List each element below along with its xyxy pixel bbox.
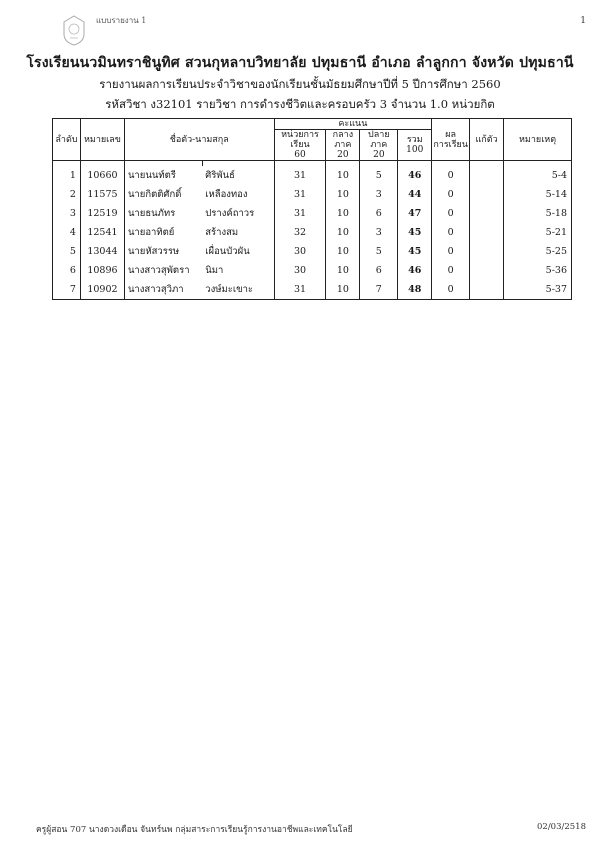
row-total: 44 — [398, 185, 432, 204]
header-score-group: คะแนน — [274, 119, 432, 130]
header-total-label: รวม — [406, 135, 423, 145]
row-no: 2 — [53, 185, 81, 204]
row-id: 10902 — [80, 280, 124, 300]
header-total — [398, 130, 432, 161]
row-no: 7 — [53, 280, 81, 300]
row-no: 6 — [53, 261, 81, 280]
table-row — [53, 223, 572, 242]
row-total: 45 — [398, 242, 432, 261]
row-first-name: นายอาทิตย์ — [124, 223, 202, 242]
row-unit: 31 — [274, 204, 326, 223]
row-last-name: นิมา — [202, 261, 274, 280]
table-row — [53, 242, 572, 261]
header-mid-max: 20 — [337, 150, 349, 160]
row-mid: 10 — [326, 280, 360, 300]
row-id: 10660 — [80, 166, 124, 185]
row-total: 45 — [398, 223, 432, 242]
row-unit: 30 — [274, 261, 326, 280]
row-fix — [470, 166, 504, 185]
row-id: 12519 — [80, 204, 124, 223]
row-unit: 31 — [274, 166, 326, 185]
row-final: 5 — [360, 166, 398, 185]
row-remark: 5-36 — [504, 261, 572, 280]
row-first-name: นายนนท์ตรี — [124, 166, 202, 185]
row-fix — [470, 223, 504, 242]
row-unit: 31 — [274, 185, 326, 204]
row-remark: 5-21 — [504, 223, 572, 242]
header-unit — [274, 130, 326, 161]
row-first-name: นางสาวสุวิภา — [124, 280, 202, 300]
row-mid: 10 — [326, 261, 360, 280]
teacher-footer: ครูผู้สอน 707 นางดวงเดือน จันทร์นพ กลุ่มสาระการเรียนรู้การงานอาชีพและเทคโนโลยี — [36, 825, 353, 835]
row-first-name: นายธนภัทร — [124, 204, 202, 223]
row-fix — [470, 204, 504, 223]
row-mid: 10 — [326, 166, 360, 185]
header-final-max: 20 — [373, 150, 385, 160]
header-result-top: ผล — [445, 129, 457, 140]
row-result: 0 — [432, 185, 470, 204]
row-remark: 5-37 — [504, 280, 572, 300]
row-total: 46 — [398, 261, 432, 280]
subject-line: รหัสวิชา ง32101 รายวิชา การดำรงชีวิตและครอบครัว 3 จำนวน 1.0 หน่วยกิต — [105, 97, 495, 111]
row-no: 4 — [53, 223, 81, 242]
row-last-name: ปรางค์ถาวร — [202, 204, 274, 223]
row-mid: 10 — [326, 223, 360, 242]
row-fix — [470, 185, 504, 204]
header-final — [360, 130, 398, 161]
row-fix — [470, 280, 504, 300]
row-remark: 5-18 — [504, 204, 572, 223]
header-mid-label: กลางภาค — [332, 130, 354, 150]
row-final: 6 — [360, 261, 398, 280]
row-id: 12541 — [80, 223, 124, 242]
row-no: 1 — [53, 166, 81, 185]
row-total: 48 — [398, 280, 432, 300]
header-fix: แก้ตัว — [470, 119, 504, 161]
report-title: รายงานผลการเรียนประจำวิชาของนักเรียนชั้นมัธยมศึกษาปีที่ 5 ปีการศึกษา 2560 — [99, 77, 501, 91]
school-title: โรงเรียนนวมินทราชินูทิศ สวนกุหลาบวิทยาลัย ปทุมธานี อำเภอ ลำลูกกา จังหวัด ปทุมธานี — [26, 55, 574, 71]
row-no: 3 — [53, 204, 81, 223]
header-result — [432, 119, 470, 161]
header-remark: หมายเหตุ — [504, 119, 572, 161]
row-final: 6 — [360, 204, 398, 223]
table-row — [53, 166, 572, 185]
row-last-name: สร้างสม — [202, 223, 274, 242]
header-final-label: ปลายภาค — [368, 130, 390, 150]
header-unit-max: 60 — [294, 150, 306, 160]
grade-table — [52, 118, 572, 300]
row-first-name: นางสาวสุพัตรา — [124, 261, 202, 280]
row-final: 3 — [360, 185, 398, 204]
row-mid: 10 — [326, 242, 360, 261]
row-result: 0 — [432, 223, 470, 242]
school-emblem-icon — [60, 14, 88, 46]
row-result: 0 — [432, 242, 470, 261]
header-unit-label: หน่วยการเรียน — [281, 130, 319, 150]
row-result: 0 — [432, 261, 470, 280]
print-date: 02/03/2518 — [537, 822, 586, 832]
row-result: 0 — [432, 166, 470, 185]
row-unit: 32 — [274, 223, 326, 242]
row-result: 0 — [432, 204, 470, 223]
table-row — [53, 185, 572, 204]
row-unit: 30 — [274, 242, 326, 261]
row-id: 10896 — [80, 261, 124, 280]
row-first-name: นายหัสวรรษ — [124, 242, 202, 261]
row-no: 5 — [53, 242, 81, 261]
header-mid — [326, 130, 360, 161]
row-remark: 5-14 — [504, 185, 572, 204]
row-last-name: เผื่อนบัวผัน — [202, 242, 274, 261]
row-id: 11575 — [80, 185, 124, 204]
row-total: 46 — [398, 166, 432, 185]
form-label: แบบรายงาน 1 — [96, 16, 147, 25]
row-mid: 10 — [326, 204, 360, 223]
row-fix — [470, 261, 504, 280]
table-row — [53, 280, 572, 300]
table-row — [53, 261, 572, 280]
row-last-name: วงษ์มะเขาะ — [202, 280, 274, 300]
row-id: 13044 — [80, 242, 124, 261]
row-last-name: เหลืองทอง — [202, 185, 274, 204]
row-unit: 31 — [274, 280, 326, 300]
table-row — [53, 204, 572, 223]
row-remark: 5-25 — [504, 242, 572, 261]
row-final: 5 — [360, 242, 398, 261]
header-id: หมายเลข — [80, 119, 124, 161]
row-remark: 5-4 — [504, 166, 572, 185]
row-first-name: นายกิตติศักดิ์ — [124, 185, 202, 204]
header-total-max: 100 — [406, 145, 424, 155]
row-last-name: ศิริพันธ์ — [202, 166, 274, 185]
row-mid: 10 — [326, 185, 360, 204]
row-final: 7 — [360, 280, 398, 300]
header-no: ลำดับ — [53, 119, 81, 161]
row-result: 0 — [432, 280, 470, 300]
row-final: 3 — [360, 223, 398, 242]
header-name: ชื่อตัว-นามสกุล — [124, 119, 274, 161]
page-number: 1 — [580, 16, 586, 26]
row-total: 47 — [398, 204, 432, 223]
row-fix — [470, 242, 504, 261]
header-result-bottom: การเรียน — [433, 139, 468, 150]
